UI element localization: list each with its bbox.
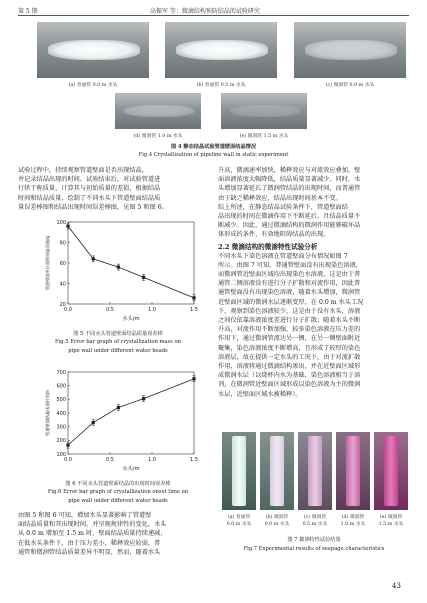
fig6-y-tick-label: 600 (56, 383, 66, 390)
fig5-svg (40, 216, 200, 326)
text-line: 溶液层，故在提供一定水头的工况下，由于对流扩散 (218, 353, 361, 361)
text-line: 由图 5 和图 6 可知，增加水头显著影响了管道壁 (18, 512, 152, 519)
fig6-y-tick-label: 200 (56, 438, 66, 445)
fig5-x-tick-label: 1.0 (148, 307, 156, 313)
fig7-caption-cn: 图 7 微渗特性试验结果 (287, 537, 341, 543)
fig4-label-d: (d) 微润管 1.0 m 水头 (133, 134, 183, 139)
fig6-data-point (92, 421, 95, 424)
photo-4b (165, 22, 277, 78)
fig6-x-tick-label: 0.5 (106, 457, 114, 463)
right-column-top (218, 166, 410, 399)
fig5-caption-en1: Fig.5 Error bar graph of crystallization mass on (55, 339, 181, 345)
fig6-svg (40, 366, 200, 476)
fig5-series-line (68, 226, 194, 298)
text-line: 成微润水层（以烧杯内水为基础，染色溶液相当于溶 (218, 372, 361, 380)
fig7-label-e1: (e) 微润管 (379, 515, 403, 520)
fig5-x-axis-label: 水头/m (122, 316, 140, 322)
text-line: 通管壁面没有出现染色溶液，随着水头增加，微润管 (218, 289, 361, 297)
fig6-y-tick-label: 300 (56, 424, 66, 431)
text-line: 通管二侧溶液没有进行分子扩散和对流作用，因此普 (218, 280, 361, 288)
text-line: 作用下，通过微润管流达另一侧，在另一侧壁面附近 (218, 335, 361, 343)
photo-4c (294, 22, 406, 78)
fig4-label-a: (a) 普通管 0.0 m 水头 (68, 83, 118, 88)
text-line: 并记录结晶出现的时间。试验结束后，对试验管道进 (18, 176, 161, 184)
text-line: 综上所述，在静态结晶试验条件下，管道壁面结 (218, 203, 348, 211)
fig7-label-c2: 0.5 m 水头 (302, 522, 328, 527)
text-line: 聚集，染色溶液浓度不断增高，且形成了较厚的染色 (218, 344, 361, 352)
text-line: 水层，近壁面区域水被稀释）。 (218, 390, 302, 398)
fig4-label-b: (b) 普通管 0.5 m 水头 (196, 83, 246, 88)
fig5-y-axis-label: 管道壁面单位面积结晶质量/g (45, 235, 50, 291)
fig6-caption-en1: Fig.6 Error bar graph of crystallization onset time on (47, 489, 189, 495)
page-number: 43 (392, 582, 401, 590)
text-line: 升高，微滴速率加快，稀释效应与对流效应叠加，壁 (218, 167, 361, 174)
text-line: 量误差棒图和结晶出现时间误差棒图，见图 5 和图 6。 (18, 203, 168, 211)
fig6-x-tick-label: 1.0 (148, 457, 156, 463)
fig5-y-tick-label: 60 (59, 260, 66, 267)
fig7-label-e2: 1.5 m 水头 (378, 522, 404, 527)
fig5-x-tick-label: 1.5 (190, 307, 198, 313)
fig6-y-tick-label: 500 (56, 397, 66, 404)
text-line: 断减少。因此，通过微滴结构的微润作用能够破坏晶 (218, 222, 361, 230)
text-line: 在低水头条件下，由于压力差小，稀释效应较弱，普 (18, 539, 161, 547)
fig7-label-d2: 1.0 m 水头 (340, 522, 366, 527)
fig6-x-axis-label: 水头/m (122, 466, 140, 472)
photo-4a (37, 22, 149, 78)
fig6-y-axis-label: 管道壁面结晶出现时间/h (45, 390, 50, 436)
text-line: 由于缺乏稀释效应，结晶出现时间基本不变。 (218, 194, 342, 202)
photo-7e (374, 432, 408, 510)
fig6-x-tick-label: 0.0 (64, 457, 72, 463)
fig5-y-tick-label: 100 (56, 219, 66, 226)
photo-4d (115, 93, 201, 129)
fig5-y-tick-label: 80 (59, 240, 66, 247)
fig4-label-e: (e) 微润管 1.5 m 水头 (239, 134, 289, 139)
fig5-data-point (92, 257, 95, 260)
fig5-x-tick-label: 0.5 (106, 307, 114, 313)
fig5-caption-en2: pipe wall under different water heads (68, 348, 168, 354)
fig5-caption-cn: 图 5 不同水头管道壁面结晶质量误差棒 (73, 331, 163, 337)
text-line: 面溶液浓度大幅降低，结晶质量显著减少。同时，水 (218, 176, 361, 184)
left-column-top (18, 166, 210, 212)
fig6-y-tick-label: 100 (56, 451, 66, 458)
fig7-label-c1: (c) 微润管 (303, 515, 327, 520)
fig4-caption-en: Fig.4 Crystallization of pipeline wall in static experiment (138, 152, 289, 158)
text-line: 之间仅依靠溶液浓度差进行分子扩散；随着水头不断 (218, 317, 361, 325)
fig4-caption-cn: 图 4 静态结晶试验管道壁面结晶情况 (170, 144, 257, 150)
header-rule (18, 15, 409, 16)
fig6-data-point (142, 397, 145, 400)
fig5-y-tick-label: 40 (59, 281, 66, 288)
fig7-label-b1: (b) 微润管 (265, 515, 289, 520)
running-head-center: 高振军 等：微滴结构预防结晶的试验研究 (150, 8, 260, 15)
text-line: 所示。由图 7 可知，普通管壁面没有出现染色溶液， (218, 261, 362, 269)
photo-7d (336, 432, 370, 510)
fig6-data-point (117, 406, 120, 409)
fig6-y-tick-label: 700 (56, 369, 66, 376)
text-line: 作用，溶液将通过微滴结构渗出，并在近壁面区域形 (218, 363, 361, 371)
fig7-label-a2: 0.0 m 水头 (226, 522, 252, 527)
text-line: 通管和微润管结晶质量差异不明显，然而，随着水头 (18, 548, 161, 556)
fig5-data-point (66, 225, 69, 228)
section-heading: 2.2 微滴结构的微渗特性试验分析 (218, 242, 318, 251)
text-line: 体形成的条件，有效地阻碍结晶的出现。 (218, 231, 330, 239)
fig6-caption-cn: 图 6 不同水头管道壁面结晶的出现时间误差棒 (65, 481, 171, 487)
photo-4e (221, 93, 307, 129)
text-line: 近壁面区域的微润水层逐渐变厚，在 0.0 m 水头工况 (218, 298, 364, 306)
text-line: 从 0.0 m 增加至 1.5 m 时，壁面结晶质量持续递减， (18, 530, 167, 538)
fig6-caption-en2: pipe wall under different water heads (68, 498, 168, 504)
fig6-data-point (192, 377, 195, 380)
text-line: 不同水头下染色溶液在管道壁面分布情况如图 7 (218, 252, 348, 260)
photo-7a (222, 432, 256, 510)
fig6-y-tick-label: 400 (56, 410, 66, 417)
fig5-data-point (117, 266, 120, 269)
text-line: 而微润管近壁面区域均出现染色水溶液，这是由于普 (218, 271, 361, 279)
text-line: 时间和结晶质量，绘制了不同水头下管道壁面结晶质 (18, 194, 161, 202)
fig5-x-tick-label: 0.0 (64, 307, 72, 313)
text-line: 头增加显著延长了微润管结晶的出现时间，而普通管 (218, 185, 361, 193)
fig5-data-point (142, 276, 145, 279)
text-line: 晶出现的时间在微滴作用下不断延后，且结晶质量不 (218, 213, 361, 221)
figure-5-chart (40, 216, 200, 326)
fig5-plot-frame (68, 222, 194, 304)
text-line: 下，观察到染色溶液较少，这是由于没有水头，溶液 (218, 307, 361, 315)
text-line: 试验过程中，持续观察管道壁面是否出现结晶， (18, 167, 148, 174)
fig7-label-a1: (a) 普通管 (227, 515, 251, 520)
fig6-series-line (68, 379, 194, 445)
fig6-data-point (66, 444, 69, 447)
figure-6-chart (40, 366, 200, 476)
text-line: 剂，在微润管近壁面区域形成以染色溶液为主的微润 (218, 381, 361, 389)
figure-7 (220, 432, 410, 542)
left-column-bottom (18, 511, 210, 557)
running-head-left: 第 5 期 (18, 8, 38, 15)
text-line: 升高，对流作用不断加强，较多染色溶液在压力差的 (218, 326, 361, 334)
fig5-y-tick-label: 20 (59, 301, 66, 308)
fig4-label-c: (c) 微润管 0.0 m 水头 (325, 83, 375, 88)
text-line: 面结晶质量和其出现时间，并呈现规律性的变化，水头 (18, 521, 167, 529)
fig7-label-d1: (d) 微润管 (341, 515, 365, 520)
fig5-data-point (192, 296, 195, 299)
photo-7b (260, 432, 294, 510)
fig6-plot-frame (68, 372, 194, 454)
fig7-label-b2: 0.0 m 水头 (264, 522, 290, 527)
photo-7c (298, 432, 332, 510)
text-line: 行烘干称质量，计算其与初始质量的差值，根据结晶 (18, 185, 161, 193)
fig7-caption-en: Fig.7 Experimental results of seepage characteristics (243, 546, 385, 552)
fig6-x-tick-label: 1.5 (190, 457, 198, 463)
